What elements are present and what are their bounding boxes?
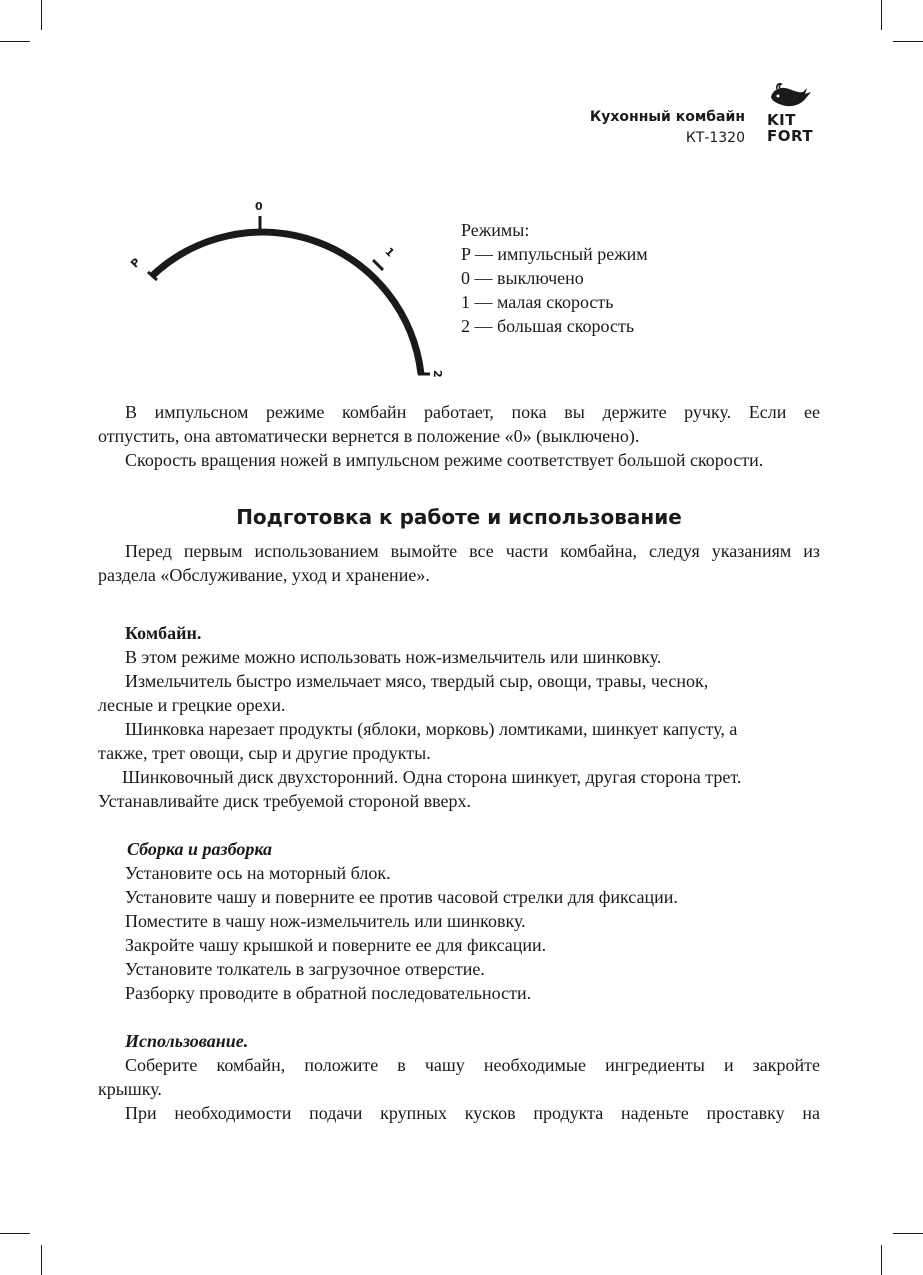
- assembly-step: Поместите в чашу нож-измельчитель или шинковку.: [125, 911, 526, 931]
- usage-line-1: Соберите комбайн, положите в чашу необходимые ингредиенты и закройте: [125, 1055, 820, 1075]
- combine-line-5: также, трет овощи, сыр и другие продукты.: [98, 743, 431, 763]
- mode-item: 2 — большая скорость: [461, 316, 635, 336]
- crop-mark: [881, 1245, 882, 1275]
- dial-label-2: 2: [431, 370, 444, 378]
- assembly-step: Установите толкатель в загрузочное отверстие.: [125, 959, 485, 979]
- combine-line-6: Шинковочный диск двухсторонний. Одна сторона шинкует, другая сторона трет.: [122, 767, 742, 787]
- modes-title: Режимы:: [461, 220, 530, 240]
- assembly-step: Установите ось на моторный блок.: [125, 863, 391, 883]
- combine-line-1: В этом режиме можно использовать нож-измельчитель или шинковку.: [125, 647, 662, 667]
- combine-title: Комбайн.: [125, 623, 202, 643]
- crop-mark: [0, 41, 30, 42]
- combine-line-3: лесные и грецкие орехи.: [98, 695, 286, 715]
- crop-mark: [0, 1233, 30, 1234]
- speed-dial-diagram: [118, 188, 458, 388]
- crop-mark: [41, 1245, 42, 1275]
- dial-label-p: P: [128, 255, 144, 271]
- usage-section: [98, 1029, 820, 1125]
- crop-mark: [893, 1233, 923, 1234]
- pulse-mode-line-2: отпустить, она автоматически вернется в положение «0» (выключено).: [98, 426, 640, 446]
- pulse-mode-line-1: В импульсном режиме комбайн работает, пока вы держите ручку. Если ее: [125, 402, 820, 422]
- header-text: [590, 107, 745, 149]
- section-intro-line-2: раздела «Обслуживание, уход и хранение».: [98, 565, 430, 585]
- usage-title: Использование.: [125, 1031, 249, 1051]
- pulse-speed-note: Скорость вращения ножей в импульсном режиме соответствует большой скорости.: [125, 450, 764, 470]
- combine-line-2: Измельчитель быстро измельчает мясо, твердый сыр, овощи, травы, чеснок,: [125, 671, 709, 691]
- model-number: КТ-1320: [685, 130, 745, 146]
- dial-arc: [152, 232, 421, 374]
- combine-line-4: Шинковка нарезает продукты (яблоки, морковь) ломтиками, шинкует капусту, а: [125, 719, 738, 739]
- section-intro-line-1: Перед первым использованием вымойте все части комбайна, следуя указаниям из: [125, 541, 820, 561]
- combine-line-7: Устанавливайте диск требуемой стороной вверх.: [98, 791, 471, 811]
- modes-legend: [461, 218, 648, 338]
- assembly-section: [98, 837, 820, 1005]
- mode-item: P — импульсный режим: [461, 244, 648, 264]
- crop-mark: [41, 0, 42, 30]
- mode-item: 1 — малая скорость: [461, 292, 614, 312]
- usage-line-2: крышку.: [98, 1079, 162, 1099]
- crop-mark: [893, 41, 923, 42]
- product-name: Кухонный комбайн: [589, 109, 745, 125]
- logo-line-2: FORT: [767, 127, 814, 145]
- page-header: [590, 83, 815, 149]
- dial-label-0: 0: [255, 200, 263, 213]
- crop-mark: [881, 0, 882, 30]
- combine-section: [98, 621, 820, 813]
- assembly-step: Разборку проводите в обратной последовательности.: [125, 983, 532, 1003]
- section-intro: [98, 539, 820, 587]
- assembly-step: Закройте чашу крышкой и поверните ее для фиксации.: [125, 935, 547, 955]
- assembly-step: Установите чашу и поверните ее против часовой стрелки для фиксации.: [125, 887, 678, 907]
- usage-line-3: При необходимости подачи крупных кусков продукта наденьте проставку на: [125, 1103, 820, 1123]
- mode-item: 0 — выключено: [461, 268, 584, 288]
- intro-text: [98, 400, 820, 472]
- assembly-title: Сборка и разборка: [127, 839, 273, 859]
- dial-tick-1: [373, 260, 383, 270]
- dial-label-1: 1: [382, 244, 397, 260]
- whale-icon: [767, 83, 815, 113]
- brand-logo: [767, 83, 815, 143]
- logo-line-1: KIT: [767, 111, 796, 129]
- section-heading: Подготовка к работе и использование: [236, 505, 682, 529]
